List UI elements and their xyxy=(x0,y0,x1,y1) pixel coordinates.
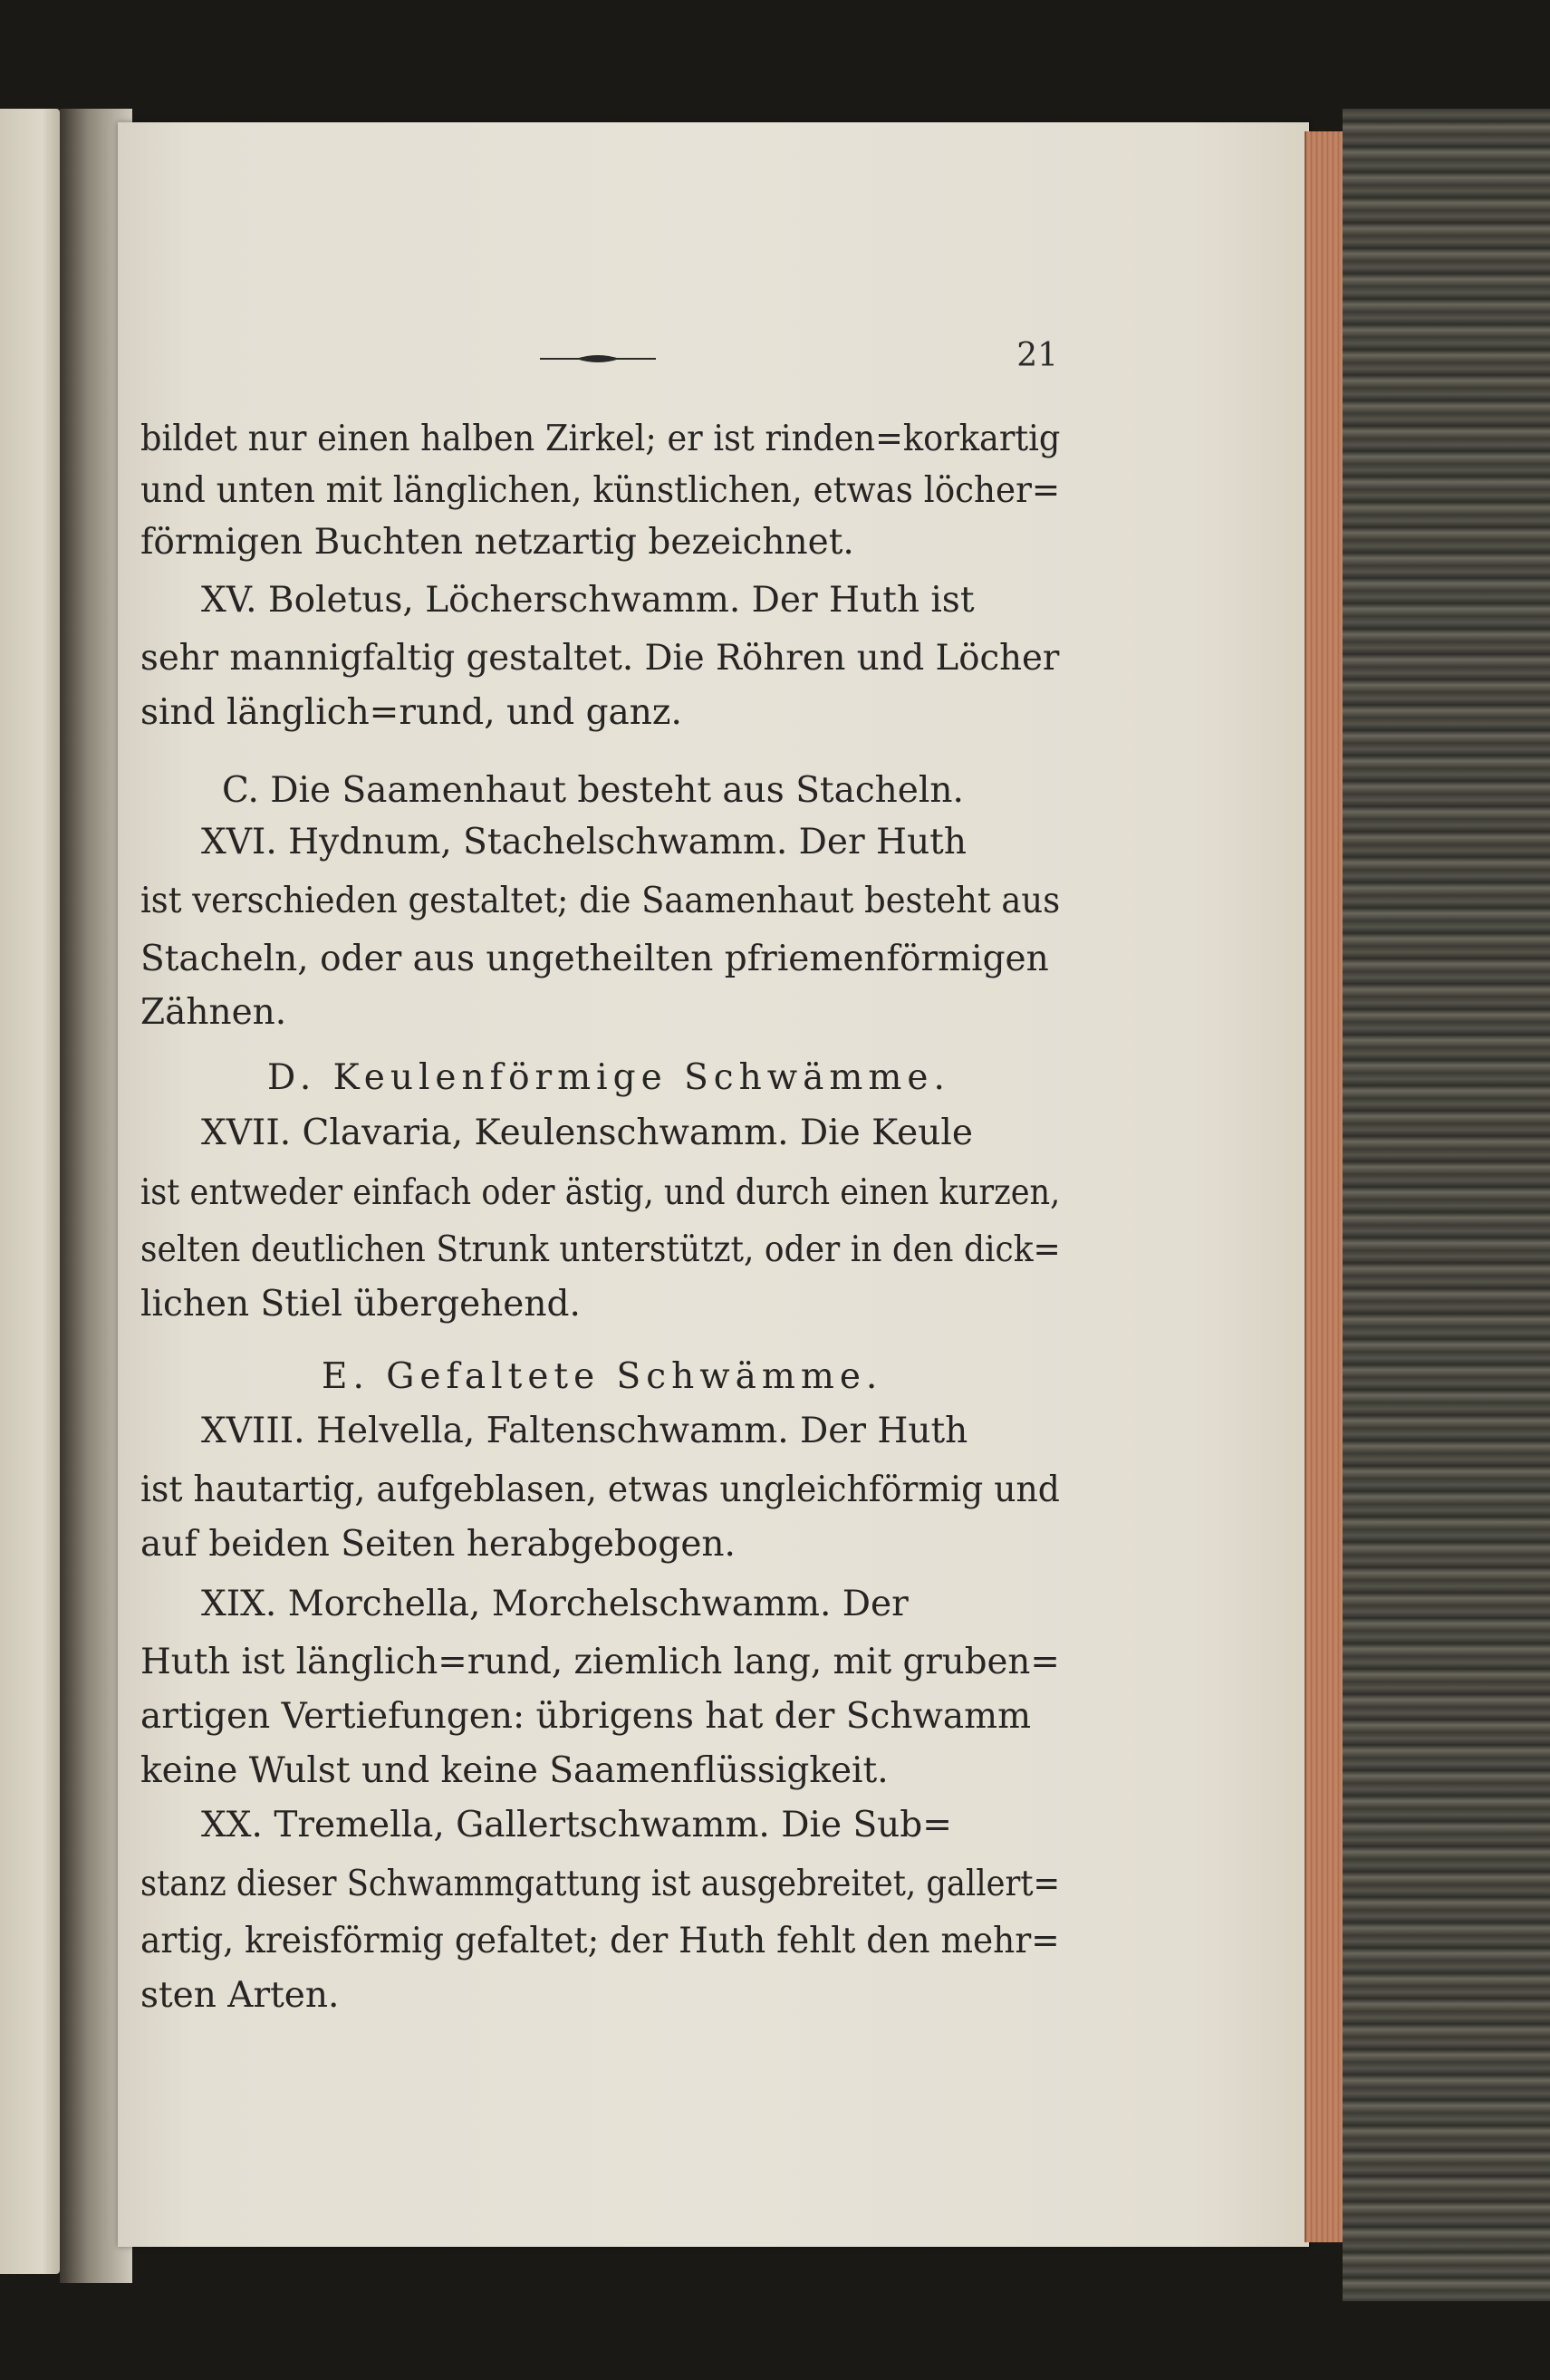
text-line: auf beiden Seiten herabgebogen. xyxy=(140,1524,736,1565)
text-line: keine Wulst und keine Saamenflüssigkeit. xyxy=(140,1750,889,1791)
text-line: ist hautartig, aufgeblasen, etwas ungleichförmig und xyxy=(140,1469,1060,1510)
text-line: Zähnen. xyxy=(140,992,287,1033)
text-line: förmigen Buchten netzartig bezeichnet. xyxy=(140,522,854,563)
text-line: lichen Stiel übergehend. xyxy=(140,1284,581,1325)
book-cover xyxy=(1343,109,1550,2301)
text-line: sind länglich=rund, und ganz. xyxy=(140,692,682,733)
text-line: sehr mannigfaltig gestaltet. Die Röhren und Löcher xyxy=(140,638,1060,679)
left-page-edge xyxy=(0,109,60,2274)
entry-heading-xv: XV. Boletus, Löcherschwamm. Der Huth ist xyxy=(201,580,975,621)
text-line: sten Arten. xyxy=(140,1975,340,2016)
entry-heading-xvii: XVII. Clavaria, Keulenschwamm. Die Keule xyxy=(201,1113,973,1153)
text-line: bildet nur einen halben Zirkel; er ist rinden=korkartig xyxy=(140,419,1061,459)
text-line: Huth ist länglich=rund, ziemlich lang, mit gruben= xyxy=(140,1642,1060,1682)
text-line: Stacheln, oder aus ungetheilten pfriemenförmigen xyxy=(140,939,1049,979)
section-heading-c: C. Die Saamenhaut besteht aus Stacheln. xyxy=(222,770,964,811)
page-number: 21 xyxy=(1016,337,1058,374)
entry-heading-xx: XX. Tremella, Gallertschwamm. Die Sub= xyxy=(201,1805,952,1845)
text-line: stanz dieser Schwammgattung ist ausgebreitet, gallert= xyxy=(140,1864,1061,1904)
entry-heading-xix: XIX. Morchella, Morchelschwamm. Der xyxy=(201,1584,909,1624)
text-line: ist verschieden gestaltet; die Saamenhaut besteht aus xyxy=(140,881,1061,921)
page-edges xyxy=(1305,131,1344,2242)
text-line: ist entweder einfach oder ästig, und durch einen kurzen, xyxy=(140,1172,1061,1213)
text-line: artig, kreisförmig gefaltet; der Huth fehlt den mehr= xyxy=(140,1921,1060,1961)
entry-heading-xviii: XVIII. Helvella, Faltenschwamm. Der Huth xyxy=(201,1411,968,1451)
ornament-rule-icon xyxy=(540,352,656,366)
entry-heading-xvi: XVI. Hydnum, Stachelschwamm. Der Huth xyxy=(201,822,967,862)
text-line: artigen Vertiefungen: übrigens hat der Schwamm xyxy=(140,1696,1032,1737)
text-line: und unten mit länglichen, künstlichen, etwas löcher= xyxy=(140,470,1061,511)
section-heading-d: D. Keulenförmige Schwämme. xyxy=(267,1057,950,1098)
text-line: selten deutlichen Strunk unterstützt, oder in den dick= xyxy=(140,1229,1061,1270)
section-heading-e: E. Gefaltete Schwämme. xyxy=(322,1356,883,1397)
